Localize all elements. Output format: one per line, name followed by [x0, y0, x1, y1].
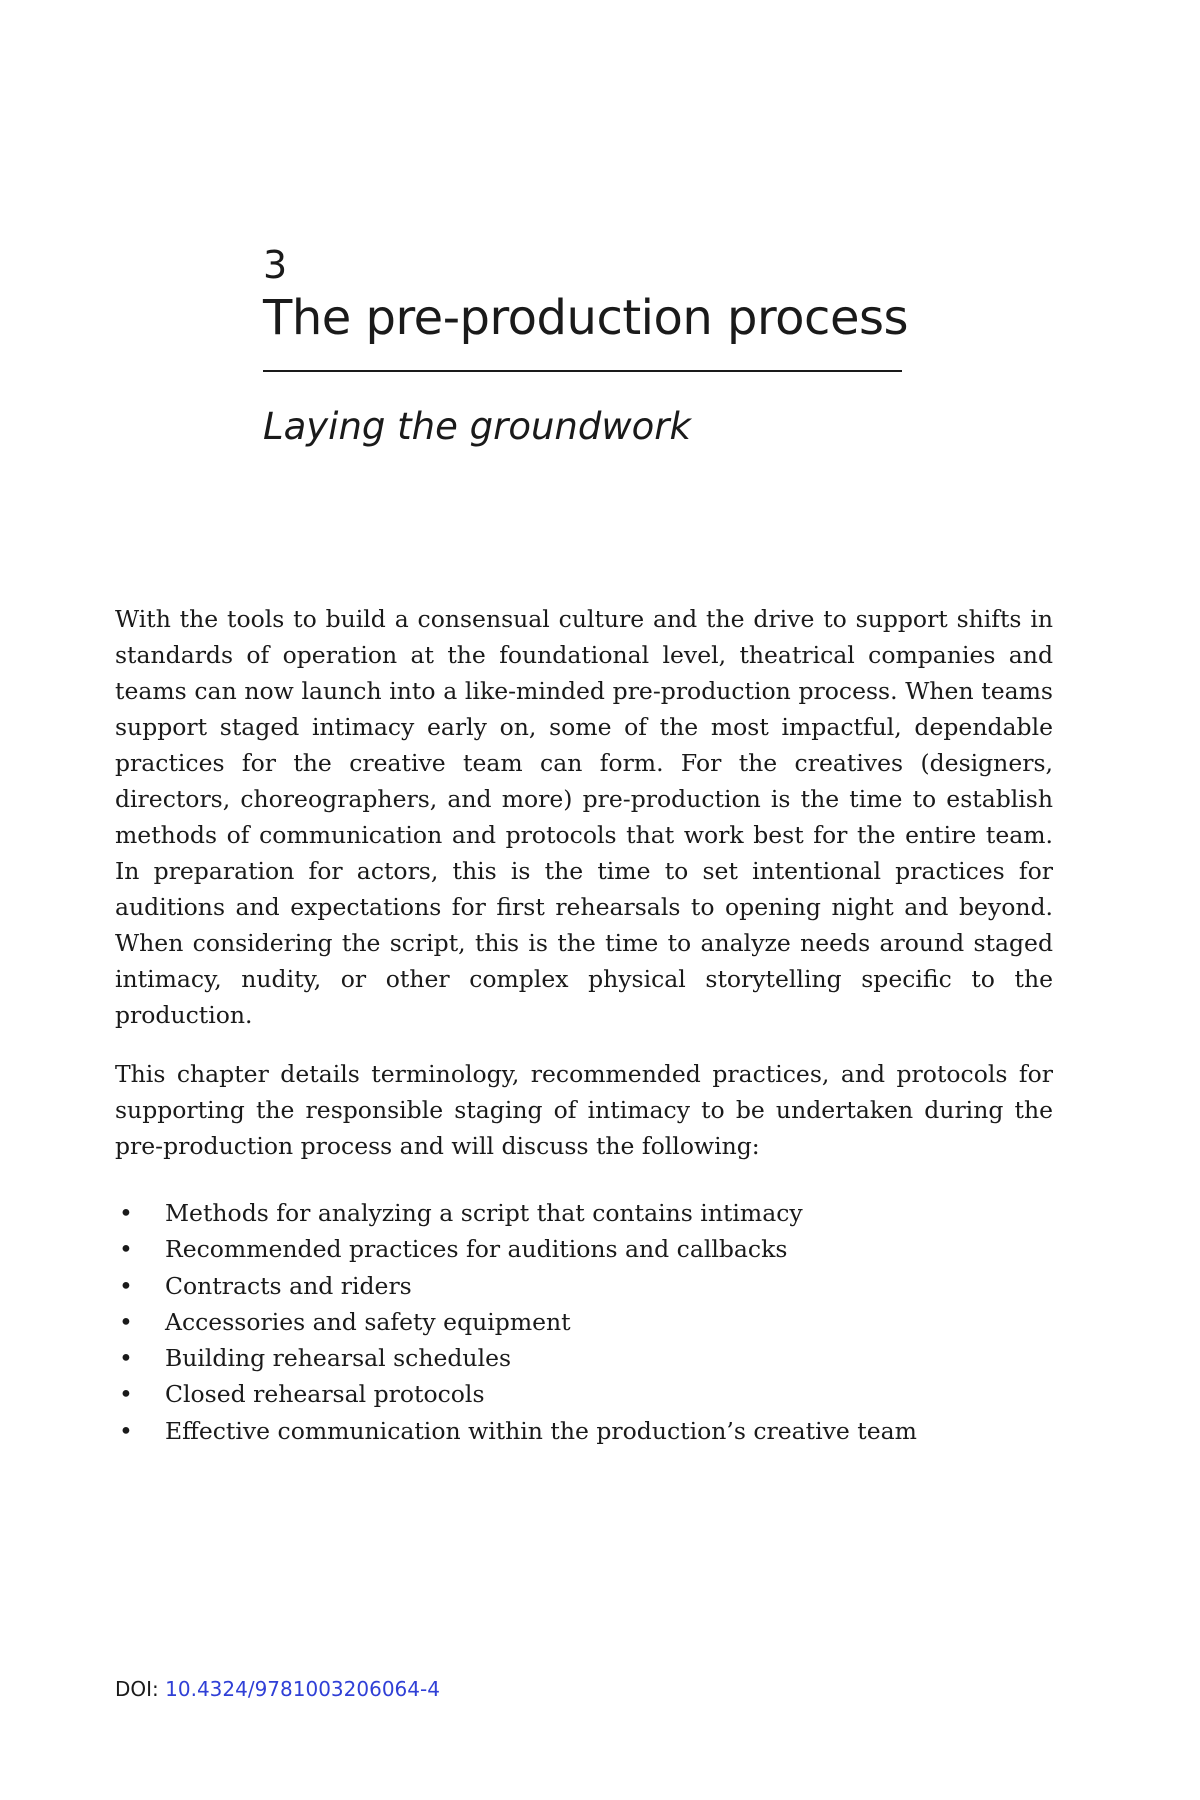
- bullet-icon: •: [119, 1344, 133, 1373]
- intro-paragraph: With the tools to build a consensual culture and the drive to support shifts in standards of operation at the foundational level, theatrical companies and teams can now launch into a like-minded pre-production process. When teams support staged intimacy early on, some of the most impactful, dependable practices for the creative team can form. For the creatives (designers, directors, choreographers, and more) pre-production is the time to establish methods of communication and protocols that work best for the entire team. In preparation for actors, this is the time to set intentional practices for auditions and expectations for first rehearsals to opening night and beyond. When considering the script, this is the time to analyze needs around staged intimacy, nudity, or other complex physical storytelling specific to the production.: [115, 605, 1053, 1029]
- list-item: [115, 1195, 1053, 1231]
- list-item-text: Recommended practices for auditions and callbacks: [165, 1235, 788, 1264]
- bullet-icon: •: [119, 1307, 133, 1336]
- list-item-text: Building rehearsal schedules: [165, 1344, 512, 1373]
- chapter-title: The pre-production process: [263, 290, 908, 346]
- title-divider: [263, 370, 902, 372]
- chapter-subtitle: Laying the groundwork: [263, 405, 691, 448]
- list-item-text: Effective communication within the production’s creative team: [165, 1416, 917, 1445]
- doi-footer: [115, 1676, 440, 1702]
- bullet-icon: •: [119, 1380, 133, 1409]
- list-item: [115, 1268, 1053, 1304]
- list-item-text: Contracts and riders: [165, 1271, 412, 1300]
- list-item: [115, 1340, 1053, 1376]
- list-item: [115, 1304, 1053, 1340]
- list-item-text: Methods for analyzing a script that contains intimacy: [165, 1199, 803, 1227]
- list-item: [115, 1413, 1053, 1449]
- bullet-icon: •: [119, 1235, 133, 1264]
- list-item-text: Closed rehearsal protocols: [165, 1380, 485, 1409]
- overview-paragraph: This chapter details terminology, recommended practices, and protocols for supporting the responsible staging of intimacy to be undertaken during the pre-production process and will discuss the following:: [115, 1060, 1053, 1160]
- topics-list: [115, 1195, 1053, 1449]
- list-item: [115, 1231, 1053, 1267]
- bullet-icon: •: [119, 1416, 133, 1445]
- list-item-text: Accessories and safety equipment: [165, 1307, 571, 1336]
- bullet-icon: •: [119, 1199, 133, 1227]
- chapter-number: 3: [263, 243, 288, 287]
- doi-link[interactable]: 10.4324/9781003206064-4: [165, 1677, 440, 1701]
- list-item: [115, 1376, 1053, 1412]
- bullet-icon: •: [119, 1271, 133, 1300]
- doi-label: DOI:: [115, 1677, 166, 1701]
